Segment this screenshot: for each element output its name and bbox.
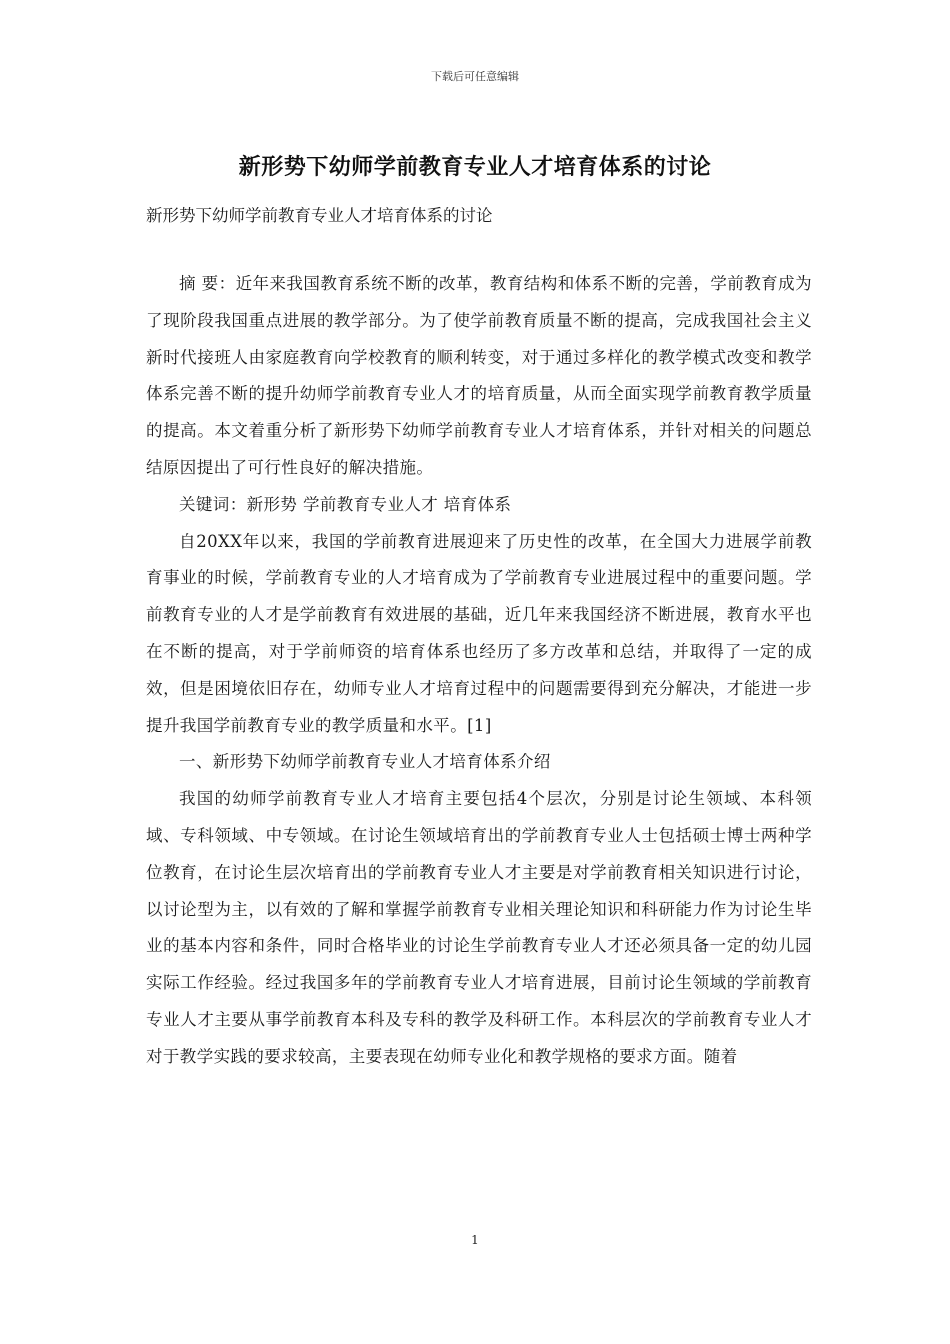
- section-heading: 一、新形势下幼师学前教育专业人才培育体系介绍: [179, 752, 551, 772]
- keywords-paragraph: 关键词：新形势 学前教育专业人才 培育体系: [179, 494, 512, 514]
- intro-paragraph: 自20XX年以来，我国的学前教育进展迎来了历史性的改革，在全国大力进展学前教育事业的时候，学前教育专业的人才培育成为了学前教育专业进展过程中的重要问题。学前教育专业的人才是学前教育有效进展的基础，近几年来我国经济不断进展，教育水平也在不断的提高，对于学前师资的培育体系也经历了多方改革和总结，并取得了一定的成效，但是困境依旧存在，幼师专业人才培育过程中的问题需要得到充分解决，才能进一步提升我国学前教育专业的教学质量和水平。[1]: [146, 531, 812, 735]
- abstract-paragraph: 摘 要：近年来我国教育系统不断的改革，教育结构和体系不断的完善，学前教育成为了现阶段我国重点进展的教学部分。为了使学前教育质量不断的提高，完成我国社会主义新时代接班人由家庭教育向学校教育的顺利转变，对于通过多样化的教学模式改变和教学体系完善不断的提升幼师学前教育专业人才的培育质量，从而全面实现学前教育教学质量的提高。本文着重分析了新形势下幼师学前教育专业人才培育体系，并针对相关的问题总结原因提出了可行性良好的解决措施。: [146, 274, 812, 477]
- document-body: [146, 266, 812, 1076]
- body-paragraph: 我国的幼师学前教育专业人才培育主要包括4个层次，分别是讨论生领域、本科领域、专科领域、中专领域。在讨论生领域培育出的学前教育专业人士包括硕士博士两种学位教育，在讨论生层次培育出的学前教育专业人才主要是对学前教育相关知识进行讨论，以讨论型为主，以有效的了解和掌握学前教育专业相关理论知识和科研能力作为讨论生毕业的基本内容和条件，同时合格毕业的讨论生学前教育专业人才还必须具备一定的幼儿园实际工作经验。经过我国多年的学前教育专业人才培育进展，目前讨论生领域的学前教育专业人才主要从事学前教育本科及专科的教学及科研工作。本科层次的学前教育专业人才对于教学实践的要求较高，主要表现在幼师专业化和教学规格的要求方面。随着: [146, 789, 812, 1066]
- header-note: 下载后可任意编辑: [431, 70, 519, 83]
- page-number: 1: [471, 1233, 479, 1247]
- document-subtitle: 新形势下幼师学前教育专业人才培育体系的讨论: [146, 206, 493, 225]
- document-title: 新形势下幼师学前教育专业人才培育体系的讨论: [238, 154, 712, 180]
